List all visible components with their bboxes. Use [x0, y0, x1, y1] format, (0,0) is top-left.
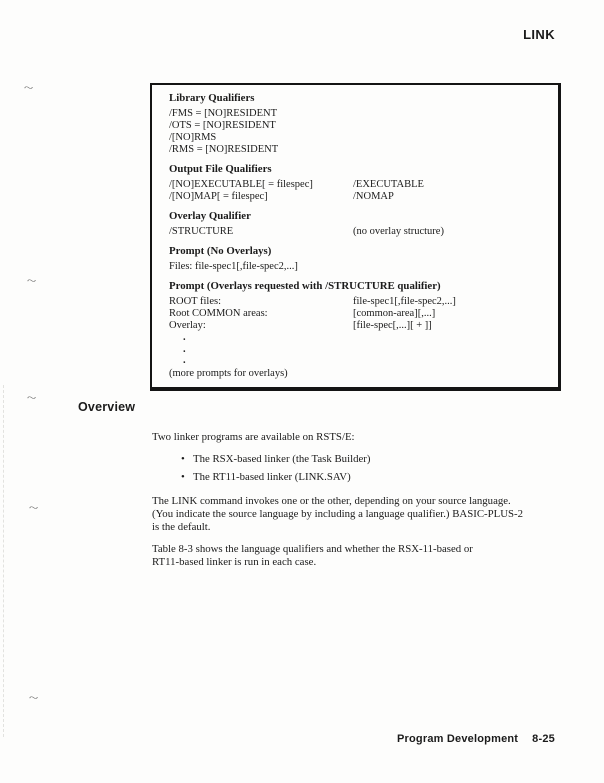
qualifier-row — [169, 179, 541, 191]
section-heading-prompt-overlays: Prompt (Overlays requested with /STRUCTURE qualifier) — [169, 280, 441, 292]
margin-mark-icon: ~ — [23, 81, 34, 95]
paragraph-line: (You indicate the source language by including a language qualifier.) BASIC-PLUS-2 — [152, 508, 524, 520]
footer-section-title: Program Development — [397, 733, 519, 745]
qualifier-line: /RMS = [NO]RESIDENT — [169, 144, 279, 155]
margin-mark-icon: ~ — [28, 501, 39, 515]
overview-body — [152, 431, 576, 569]
ellipsis-dot: . — [183, 332, 186, 343]
prompt-label: Overlay: — [169, 320, 206, 331]
running-head: LINK — [523, 27, 555, 42]
prompt-row — [169, 320, 541, 332]
paragraph-line: Table 8-3 shows the language qualifiers and whether the RSX-11-based or — [152, 543, 473, 555]
qualifier-syntax: /STRUCTURE — [169, 226, 234, 237]
prompt-value: [file-spec[,...][ + ]] — [353, 320, 432, 331]
qualifier-syntax: /[NO]EXECUTABLE[ = filespec] — [169, 179, 313, 190]
ellipsis-dot: . — [183, 355, 186, 366]
overview-heading: Overview — [78, 400, 136, 414]
qualifier-line: /[NO]RMS — [169, 132, 217, 143]
box-note: (more prompts for overlays) — [169, 367, 288, 379]
linker-bullet-list — [152, 453, 576, 484]
page-footer — [397, 733, 555, 745]
qualifier-default: (no overlay structure) — [353, 226, 444, 237]
margin-mark-icon: ~ — [26, 274, 37, 288]
section-heading-overlay-qualifier: Overlay Qualifier — [169, 210, 251, 222]
scan-edge-artifact — [3, 385, 4, 737]
qualifier-default: /NOMAP — [353, 191, 394, 202]
prompt-line: Files: file-spec1[,file-spec2,...] — [169, 261, 298, 272]
footer-page-number: 8-25 — [532, 733, 555, 745]
prompt-label: ROOT files: — [169, 296, 222, 307]
ellipsis-dot: . — [183, 343, 186, 355]
margin-mark-icon: ~ — [28, 691, 39, 705]
margin-mark-icon: ~ — [26, 391, 37, 405]
prompt-row — [169, 296, 541, 308]
bullet-icon: • — [181, 471, 185, 483]
paragraph-line: is the default. — [152, 521, 211, 533]
qualifier-row — [169, 191, 541, 203]
paragraph — [152, 543, 576, 569]
qualifier-syntax: /[NO]MAP[ = filespec] — [169, 191, 268, 202]
qualifier-reference-box — [150, 83, 561, 391]
section-heading-output-file-qualifiers: Output File Qualifiers — [169, 163, 272, 175]
intro-line: Two linker programs are available on RSTS/E: — [152, 431, 355, 443]
prompt-value: file-spec1[,file-spec2,...] — [353, 296, 456, 307]
qualifier-line: /OTS = [NO]RESIDENT — [169, 120, 276, 131]
section-heading-library-qualifiers: Library Qualifiers — [169, 92, 255, 104]
paragraph-line: RT11-based linker is run in each case. — [152, 556, 317, 568]
prompt-row — [169, 308, 541, 320]
prompt-value: [common-area][,...] — [353, 308, 436, 319]
paragraph — [152, 495, 576, 534]
list-item-text: The RT11-based linker (LINK.SAV) — [193, 471, 351, 483]
paragraph-line: The LINK command invokes one or the other, depending on your source language. — [152, 495, 511, 507]
vertical-ellipsis — [183, 332, 541, 367]
list-item-text: The RSX-based linker (the Task Builder) — [193, 453, 371, 465]
list-item — [152, 453, 576, 466]
qualifier-default: /EXECUTABLE — [353, 179, 424, 190]
section-heading-prompt-no-overlays: Prompt (No Overlays) — [169, 245, 272, 257]
qualifier-line: /FMS = [NO]RESIDENT — [169, 108, 278, 119]
bullet-icon: • — [181, 453, 185, 465]
prompt-label: Root COMMON areas: — [169, 308, 268, 319]
list-item — [152, 471, 576, 484]
qualifier-row — [169, 226, 541, 238]
